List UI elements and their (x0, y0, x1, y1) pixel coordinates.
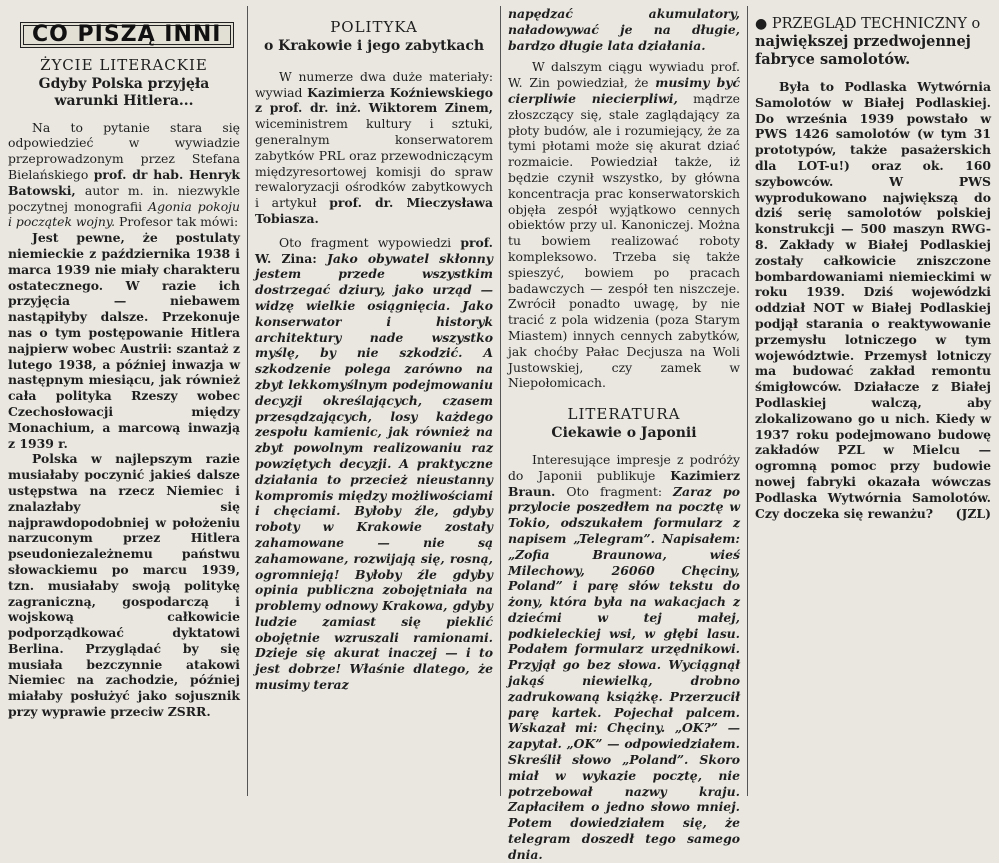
column-divider (247, 6, 248, 796)
column-3 (508, 6, 741, 862)
masthead-title: CO PISZĄ INNI (20, 22, 234, 48)
column-4 (755, 6, 991, 800)
column-divider (747, 6, 748, 796)
headline-przeglad-techniczny: ● PRZEGLĄD TECHNICZNY o największej przedwojennej fabryce samolotów. (755, 16, 981, 68)
zycie-paragraph-3: Polska w najlepszym razie musiałaby poczynić jakieś dalsze ustępstwa na rzecz Niemiec i znalazłaby się najprawdopodobniej w położeniu narzuconym przez Hitlera pseudoniezależnemu państwu słowackiemu po marcu 1939, tzn. musiałaby swoją politykę zagraniczną, gospodarczą i wojskową całkowicie podporządkować dyktatowi Berlina. Przyglądać by się musiała bezczynnie atakowi Niemiec na zachodzie, później miałaby posłużyć jako sojusznik przy wyprawie przeciw ZSRR. (8, 451, 240, 720)
zycie-paragraph-2: Jest pewne, że postulaty niemieckie z października 1938 i marca 1939 nie miały charakteru ostatecznego. W razie ich przyjęcia — niebawem nastąpiłyby dalsze. Przekonuje nas o tym postępowanie Hitlera najpierw wobec Austrii: szantaż z lutego 1938, a później inwazja w następnym miesiącu, jak również cała polityka Rzeszy wobec Czechosłowacji między Monachium, a marcową inwazją z 1939 r. (8, 230, 240, 451)
polityka-paragraph-2: Oto fragment wypowiedzi prof. W. Zina: Jako obywatel skłonny jestem przede wszystkim dostrzegać dziury, jako urząd — widzę wielkie osiągnięcia. Jako konserwator i historyk architektury nade wszystko myślę, by nie szkodzić. A szkodzenie polega zarówno na zbyt lekkomyślnym podejmowaniu decyzji określających, czasem przesądzających, losy każdego zespołu kamienic, jak również na zbyt powolnym realizowaniu raz powziętych decyzji. A praktyczne działania to przecież nieustanny kompromis między możliwościami i chęciami. Byłoby źle, gdyby roboty w Krakowie zostały zahamowane — nie są zahamowane, rozwijają się, rosną, ogromnieją! Byłoby źle gdyby opinia publiczna zobojętniała na problemy odnowy Krakowa, gdyby ludzie zamiast się pieklić obojętnie wzruszali ramionami. Dzieje się akurat inaczej — i to jest dobrze! Właśnie dlatego, że musimy teraz (255, 234, 493, 693)
section-polityka: POLITYKA (330, 18, 418, 36)
section-literatura: LITERATURA (567, 405, 681, 424)
column-divider (500, 6, 501, 796)
zycie-paragraph-1: Na to pytanie stara się odpowiedzieć w wywiadzie przeprowadzonym przez Stefana Bielańskiego prof. dr hab. Henryk Batowski, autor m. in. niezwykle poczytnej monografii Agonia pokoju i początek wojny. Profesor tak mówi: (8, 119, 241, 230)
section-zycie-literackie: ŻYCIE LITERACKIE (40, 55, 208, 74)
tech-paragraph-1: Była to Podlaska Wytwórnia Samolotów w Białej Podlaskiej. Do września 1939 powstało w PWS 1426 samolotów (w tym 31 prototypów, także pasażerskich dla LOT-u!) oraz ok. 160 szybowców. W PWS wyprodukowano największą do dziś serię samolotów polskiej konstrukcji — 500 maszyn RWG-8. Zakłady w Białej Podlaskiej zostały całkowicie zniszczone bombardowaniami niemieckimi w roku 1939. Dziś wojewódzki oddział NOT w Białej Podlaskiej podjął starania o reaktywowanie przemysłu lotniczego w tym województwie. Przemysł lotniczy ma budować zakład remontu śmigłowców. Działacze z Białej Podlaskiej walczą, aby zlokalizowano go u nich. Kiedy w 1937 roku podejmowano budowę zakładów PZL w Mielcu — ogromną pomoc przy budowie nowej fabryki okazała wówczas Podlaska Wytwórnia Samolotów. Czy doczeka się rewanżu? (755, 79, 991, 521)
headline-zycie: Gdyby Polska przyjęła warunki Hitlera... (38, 75, 210, 109)
polityka-paragraph-1: W numerze dwa duże materiały: wywiad Kazimierza Koźniewskiego z prof. dr. inż. Wiktorem Zinem, wiceministrem kultury i sztuki, generalnym konserwatorem zabytków PRL oraz przewodniczącym międzyresortowej komisji do spraw rewaloryzacji ośrodków zabytkowych i artykuł prof. dr. Mieczysława Tobiasza. (255, 68, 494, 226)
headline-polityka: o Krakowie i jego zabytkach (263, 37, 485, 54)
column-1 (8, 6, 240, 800)
headline-literatura: Ciekawie o Japonii (551, 424, 697, 441)
author-signature: (JZL) (955, 505, 991, 521)
polityka-paragraph-3: W dalszym ciągu wywiadu prof. W. Zin powiedział, że musimy być cierpliwie niecierpliwi, mądrze złoszczący się, stale zaglądający za płoty budów, ale i rozumiejący, że za tymi płotami może się akurat dziać rozmaicie. Powiedział także, iż będzie czynił wszystko, by główna koncentracja prac konserwatorskich objęła zespół wyjątkowo cennych obiektów przy ul. Kanoniczej. Można tu bowiem realizować roboty kompleksowo. Trzeba się także spieszyć, bowiem po pracach badawczych — zespół ten niszczeje. Zwrócił ponadto uwagę, by nie tracić z pola widzenia (poza Starym Miastem) innych cennych zabytków, jak choćby Pałac Decjusza na Woli Justowskiej, czy zamek w Niepołomicach. (508, 59, 741, 391)
bullet-icon: ● (755, 16, 768, 32)
column-2 (255, 6, 493, 800)
polityka-quote-continued: napędzać akumulatory, naładowywać je na długie, bardzo długie lata działania. (508, 6, 740, 53)
literatura-paragraph-1: Interesujące impresje z podróży do Japonii publikuje Kazimierz Braun. Oto fragment: Zaraz po przylocie poszedłem na pocztę w Tokio, odszukałem formularz z napisem „Telegram”. Napisałem: „Zofia Braunowa, wieś Milechowy, 26060 Chęciny, Poland” i parę słów tekstu do żony, która była na wakacjach z dziećmi w tej małej, podkieleckiej wsi, w głębi lasu. Podałem formularz urzędnikowi. Przyjął go bez słowa. Wyciągnął jakąś niewielką, drobno zadrukowaną książkę. Przerzucił parę kartek. Pojechał palcem. Wskazał mi: Chęciny. „OK?” — zapytał. „OK” — odpowiedziałem. Skreślił słowo „Poland”. Skoro miał w wykazie pocztę, nie potrzebował nazwy kraju. Zapłaciłem o jedno słowo mniej. Potem dowiedziałem się, że telegram doszedł tego samego dnia. (508, 451, 740, 862)
